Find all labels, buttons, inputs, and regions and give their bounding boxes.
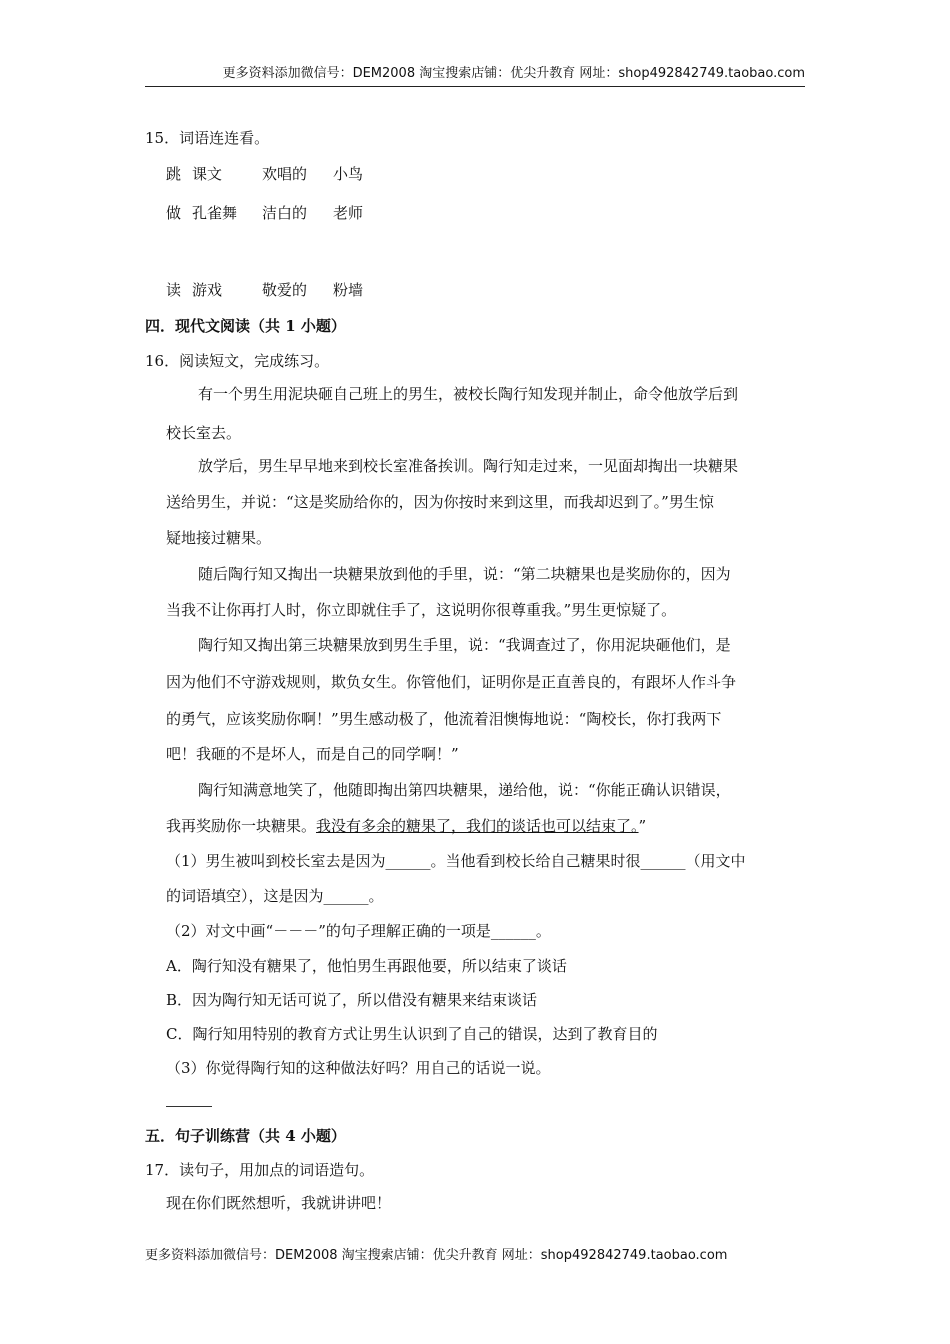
q15-cell: 洁白的 [262,204,308,222]
q15-cell: 小鸟 [333,165,364,183]
q15-cell: 读 [166,281,182,299]
passage-line: 的勇气，应该奖励你啊！”男生感动极了，他流着泪懊悔地说：“陶校长，你打我两下 [166,710,722,728]
passage-line: 吧！我砸的不是坏人，而是自己的同学啊！” [166,745,459,763]
passage-line: 送给男生，并说：“这是奖励给你的，因为你按时来到这里，而我却迟到了。”男生惊 [166,493,714,511]
passage-line: 陶行知满意地笑了，他随即掏出第四块糖果，递给他，说：“你能正确认识错误， [198,781,731,799]
option-a: A．陶行知没有糖果了，他怕男生再跟他要，所以结束了谈话 [166,957,567,975]
q15-cell: 跳 [166,165,182,183]
q15-cell: 做 [166,204,182,222]
answer-line [166,1106,212,1107]
q17-title: 17．读句子，用加点的词语造句。 [145,1161,375,1179]
sub-question-2: （2）对文中画“－－－”的句子理解正确的一项是______。 [166,922,551,940]
q15-cell: 游戏 [192,281,223,299]
section-5-heading: 五．句子训练营（共 4 小题） [145,1127,346,1145]
q15-row [166,280,363,300]
option-c: C．陶行知用特别的教育方式让男生认识到了自己的错误，达到了教育目的 [166,1025,658,1043]
passage-text: 我再奖励你一块糖果。 [166,817,317,835]
q16-title: 16．阅读短文，完成练习。 [145,352,330,370]
option-b: B．因为陶行知无话可说了，所以借没有糖果来结束谈话 [166,991,538,1009]
section-4-heading: 四．现代文阅读（共 1 小题） [145,317,346,335]
sub-question-3: （3）你觉得陶行知的这种做法好吗？用自己的话说一说。 [166,1059,551,1077]
q15-row [166,203,363,223]
q15-row [166,164,363,184]
q15-cell: 欢唱的 [262,165,308,183]
passage-line: 陶行知又掏出第三块糖果放到男生手里，说：“我调查过了，你用泥块砸他们，是 [198,636,731,654]
passage-line: 有一个男生用泥块砸自己班上的男生，被校长陶行知发现并制止，命令他放学后到 [198,385,739,403]
q15-cell: 粉墙 [333,281,364,299]
page-header: 更多资料添加微信号：DEM2008 淘宝搜索店铺：优尖升教育 网址：shop492842749.taobao.com [145,64,805,87]
underlined-sentence: 我没有多余的糖果了，我们的谈话也可以结束了。 [316,817,639,835]
q15-cell: 老师 [333,204,364,222]
q15-cell: 课文 [192,165,223,183]
page-footer: 更多资料添加微信号：DEM2008 淘宝搜索店铺：优尖升教育 网址：shop492842749.taobao.com [145,1248,728,1263]
passage-line [166,816,646,836]
q15-cell: 孔雀舞 [192,204,238,222]
q17-sentence: 现在你们既然想听，我就讲讲吧！ [166,1194,392,1212]
passage-line: 因为他们不守游戏规则，欺负女生。你管他们，证明你是正直善良的，有跟坏人作斗争 [166,673,737,691]
sub-question-1-cont: 的词语填空），这是因为______。 [166,887,384,905]
passage-line: 校长室去。 [166,424,242,442]
passage-line: 疑地接过糖果。 [166,529,272,547]
q15-cell: 敬爱的 [262,281,308,299]
q15-title: 15．词语连连看。 [145,129,270,147]
passage-line: 当我不让你再打人时，你立即就住手了，这说明你很尊重我。”男生更惊疑了。 [166,601,677,619]
passage-text: ” [638,817,647,835]
sub-question-1: （1）男生被叫到校长室去是因为______。当他看到校长给自己糖果时很______（用文中 [166,852,746,870]
passage-line: 随后陶行知又掏出一块糖果放到他的手里，说：“第二块糖果也是奖励你的，因为 [198,565,731,583]
passage-line: 放学后，男生早早地来到校长室准备挨训。陶行知走过来，一见面却掏出一块糖果 [198,457,739,475]
